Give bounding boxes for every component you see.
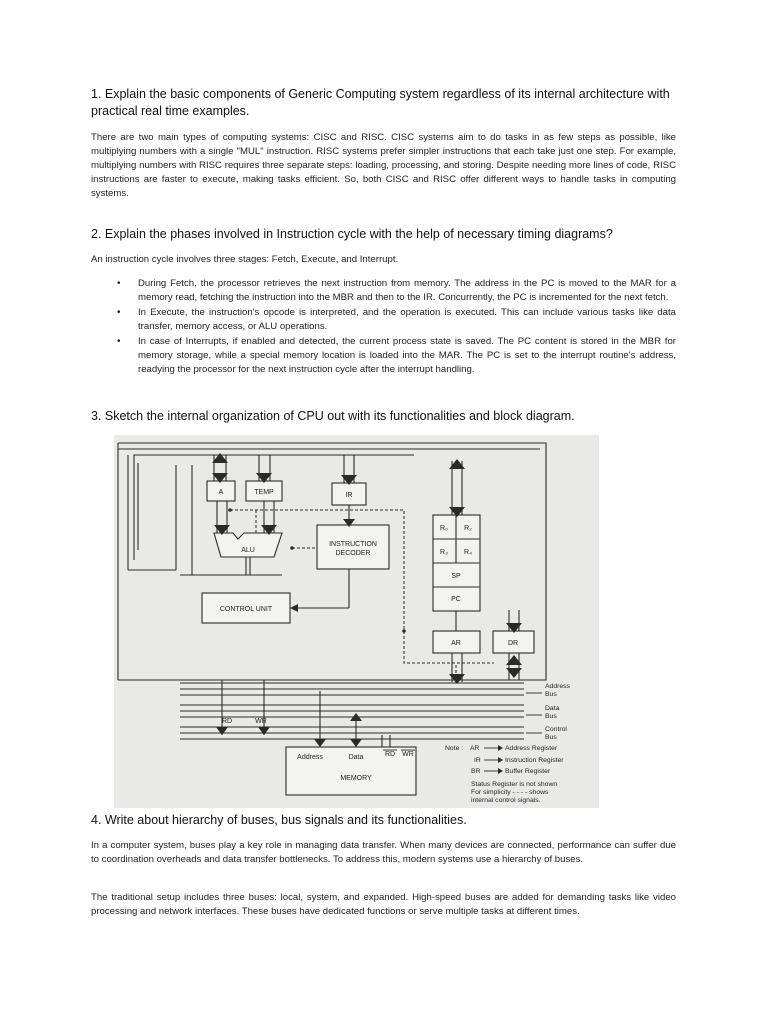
question-4-answer-2: The traditional setup includes three buses: local, system, and expanded. High-speed buses are added for demanding tasks like video processing and network interfaces. These buses have dedicated functions or serve multiple tasks at different times. [91,892,676,917]
label-r2: R₂ [464,525,472,532]
label-note-br-value: Buffer Register [505,768,551,775]
instruction-cycle-list [91,277,676,378]
label-note: Note : [445,745,464,752]
label-control-bus-2: Bus [545,734,557,741]
question-1-heading: 1. Explain the basic components of Generic Computing system regardless of its internal architecture with practical real time examples. [91,87,670,118]
label-address-bus-1: Address [545,683,570,690]
label-memory: MEMORY [340,775,372,782]
label-control-unit: CONTROL UNIT [219,606,273,613]
label-memory-wr: WR [402,751,414,758]
question-3-heading: 3. Sketch the internal organization of CPU out with its functionalities and block diagram. [91,409,575,423]
label-memory-address: Address [297,754,323,761]
label-wr: WR [255,718,267,725]
label-temp: TEMP [254,489,274,496]
label-rd: RD [221,718,233,725]
cpu-block-diagram-svg [114,435,599,808]
question-1-answer: There are two main types of computing systems: CISC and RISC. CISC systems aim to do tasks in as few steps as possible, like multiplying numbers with a single "MUL" instruction. RISC systems prefer simpler instructions that each take just one step. For example, multiplying numbers with RISC requires three separate steps: loading, processing, and storing. Despite needing more lines of code, RISC instructions are faster to execute, making tasks efficient. So, both CISC and RISC offer different ways to handle tasks in computing systems. [91,132,676,199]
label-note-ir-key: IR [474,757,481,764]
label-ir: IR [345,492,353,499]
label-data-bus-1: Data [545,705,560,712]
label-decoder-2: DECODER [335,550,371,557]
label-sp: SP [451,573,461,580]
label-note-ar-value: Address Register [505,745,558,752]
list-item: • In case of Interrupts, if enabled and detected, the current process state is saved. The PC content is stored in the MBR for memory storage, while a special memory location is loaded into the MAR. The PC is set to the interrupt routine's address, readying the processor for the next instruction cycle after the interrupt handling. [91,335,676,378]
label-a: A [218,489,224,496]
label-note-ir-value: Instruction Register [505,757,564,764]
label-note-status: Status Register is not shown [471,781,558,788]
label-ar: AR [451,640,461,647]
label-r0: R₀ [440,525,448,532]
label-dr: DR [507,640,519,647]
label-r4: R₄ [464,549,472,556]
label-control-bus-1: Control [545,726,567,733]
label-note-br-key: BR [471,768,481,775]
label-decoder-1: INSTRUCTION [329,541,377,548]
question-2-intro: An instruction cycle involves three stages: Fetch, Execute, and Interrupt. [91,254,399,265]
cpu-organization-diagram [114,435,599,808]
label-note-simplicity: For simplicity - - - - shows [471,789,549,796]
label-data-bus-2: Bus [545,713,557,720]
label-note-ar-key: AR [470,745,480,752]
question-4-answer-1: In a computer system, buses play a key role in managing data transfer. When many devices are connected, performance can suffer due to coordination overheads and data transfer bottlenecks. To address this, modern systems use a hierarchy of buses. [91,840,676,865]
label-alu: ALU [241,547,255,554]
label-memory-data: Data [348,754,364,761]
question-4-heading: 4. Write about hierarchy of buses, bus signals and its functionalities. [91,813,467,827]
list-item: • In Execute, the instruction's opcode is interpreted, and the operation is executed. This can include various tasks like data transfer, memory access, or ALU operations. [91,306,676,335]
label-note-internal: internal control signals. [471,797,541,804]
label-address-bus-2: Bus [545,691,557,698]
label-memory-rd: RD [384,751,396,758]
question-2-heading: 2. Explain the phases involved in Instruction cycle with the help of necessary timing diagrams? [91,227,613,241]
label-r3: R₃ [440,549,448,556]
label-pc: PC [451,596,461,603]
list-item: • During Fetch, the processor retrieves the next instruction from memory. The address in the PC is moved to the MAR for a memory read, fetching the instruction into the MBR and then to the IR. Concurrently, the PC is incremented for the next fetch. [91,277,676,306]
